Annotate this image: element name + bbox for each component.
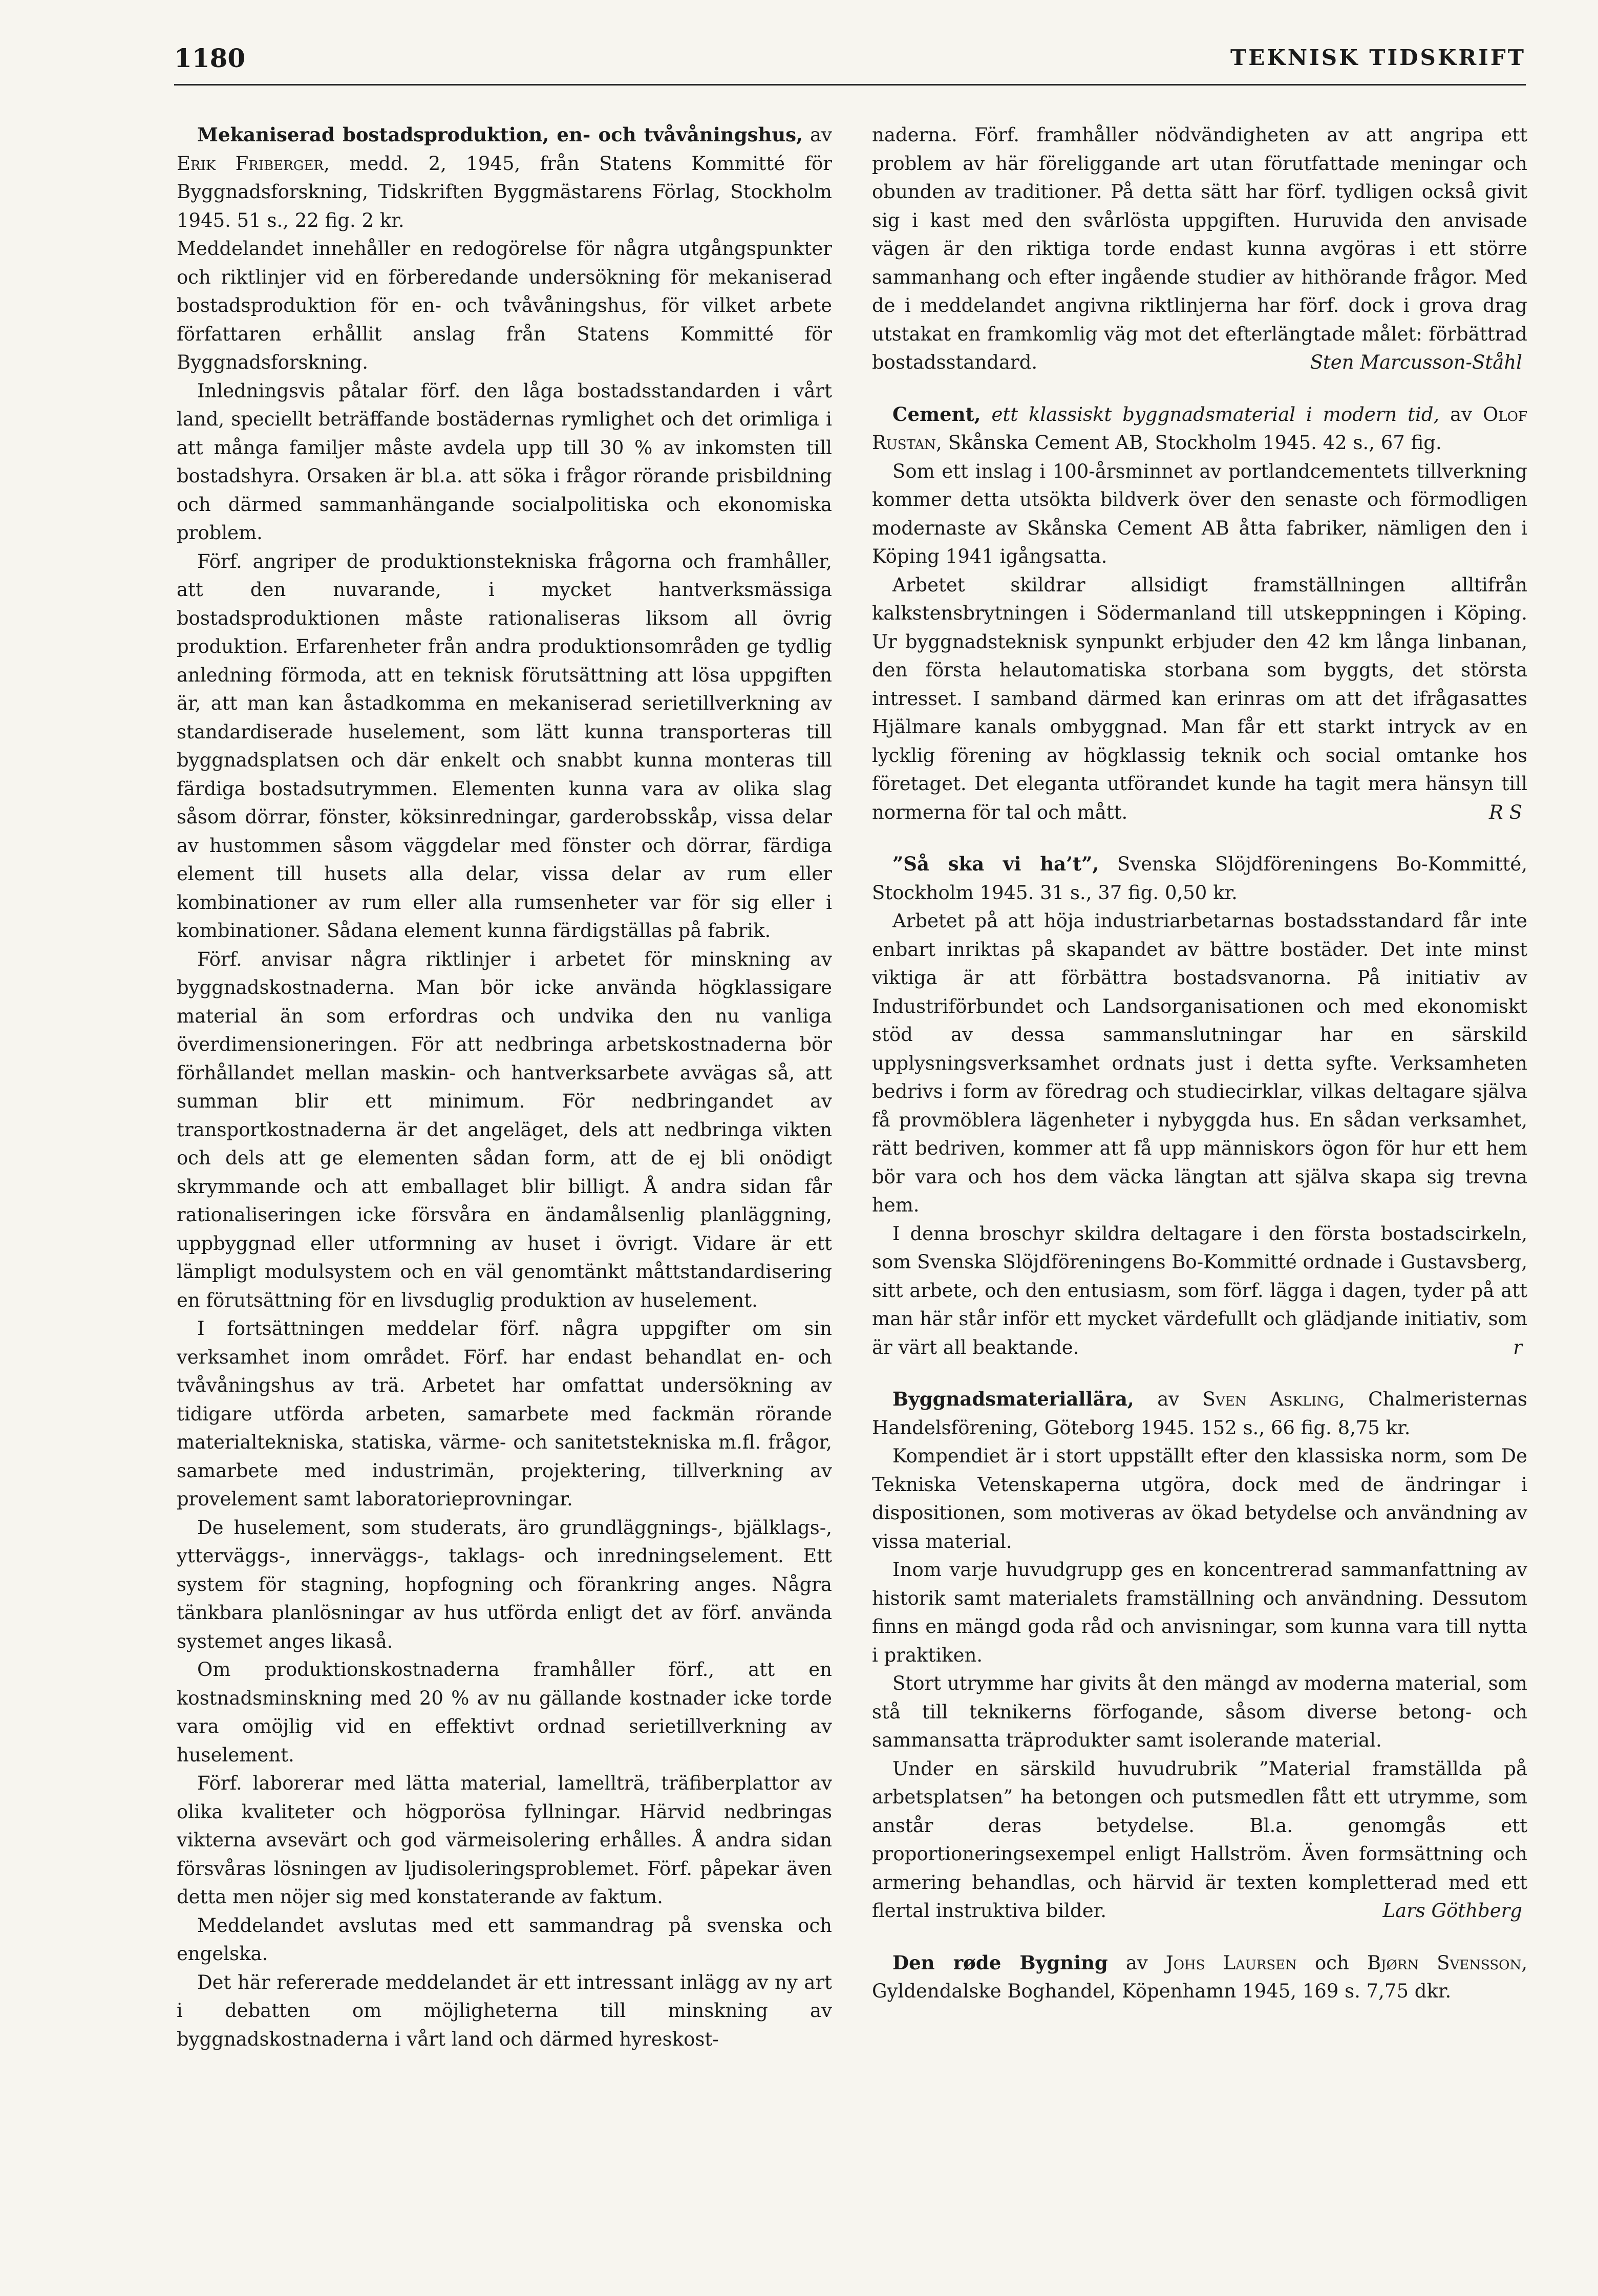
publication-info: Gyldendalske Boghandel, Köpenhamn 1945, 169 s. 7,75 dkr.: [872, 1980, 1452, 2002]
reviewer-signature: R S: [1489, 801, 1522, 823]
by-word: av: [1450, 403, 1473, 426]
author-name: Sven Askling,: [1202, 1388, 1345, 1410]
author-name: Johs Laursen: [1165, 1951, 1297, 1974]
review-paragraph: Förf. laborerar med lätta material, lamellträ, träfiberplattor av olika kvaliteter och högporösa fyllningar. Härvid nedbringas vikterna avsevärt och god värmeisolering erhålles. Å andra sidan försvåras lösningen av ljudisoleringsproblemet. Förf. påpekar även detta men nöjer sig med konstaterande av faktum.: [177, 1772, 832, 1908]
right-column: [872, 121, 1527, 2029]
paragraph-text: Under en särskild huvudrubrik ”Material framställda på arbetsplatsen” ha betongen och putsmedlen fått ett utrymme, som anstår deras betydelse. Bl.a. genomgås ett proportioneringsexempel enligt Hallström. Även formsättning och armering behandlas, och härvid är texten kompletterad med ett flertal instruktiva bilder.: [872, 1757, 1527, 1922]
review-paragraph: Förf. angriper de produktionstekniska frågorna och framhåller, att den nuvarande, i mycket hantverksmässiga bostadsproduktionen måste rationaliseras liksom all övrig produktion. Erfarenheter från andra produktionsområden ge tydlig anledning förmoda, att en teknisk förutsättning att lösa uppgiften är, att man kan åstadkomma en mekaniserad serietillverkning av standardiserade huselement, som lätt kunna transporteras till byggnadsplatsen och där enkelt och snabbt kunna monteras till färdiga bostadsutrymmen. Elementen kunna vara av olika slag såsom dörrar, fönster, köksinredningar, garderobsskåp, vissa delar av hustommen såsom väggdelar med fönster och dörrar, färdiga element till husets alla delar, vissa delar av rum eller kombinationer av rum eller alla rumsenheter var för sig eller i kombinationer. Sådana element kunna färdigställas på fabrik.: [177, 550, 832, 942]
book-title: Den røde Bygning: [892, 1951, 1108, 1974]
review-heading: [872, 1949, 1527, 2006]
review-paragraph: Om produktionskostnaderna framhåller förf., att en kostnadsminskning med 20 % av nu gällande kostnader icke torde vara omöjlig vid en effektivt ordnad serietillverkning av huselement.: [177, 1659, 832, 1766]
book-title: Byggnadsmateriallära,: [892, 1388, 1134, 1410]
review-paragraph: De huselement, som studerats, äro grundläggnings-, bjälklags-, ytterväggs-, innerväggs-, taklags- och inredningselement. Ett system för stagning, hopfogning och förankring anges. Några tänkbara planlösningar av hus utförda enligt det av förf. använda systemet anges likaså.: [177, 1516, 832, 1652]
publication-info: medd. 2, 1945, från Statens Kommitté för Byggnadsforskning, Tidskriften Byggmästarens Förlag, Stockholm 1945. 51 s., 22 fig. 2 kr.: [177, 152, 832, 231]
review-paragraph: [872, 571, 1527, 827]
page-number: 1180: [174, 43, 246, 73]
paragraph-text: I denna broschyr skildra deltagare i den första bostadscirkeln, som Svenska Slöjdföreningens Bo-Kommitté ordnade i Gustavsberg, sitt arbete, och den entusiasm, som förf. lägga i dagen, tyder på att man här står inför ett mycket värdefullt och glädjande initiativ, som är värt all beaktande.: [872, 1222, 1527, 1358]
review-paragraph: Inledningsvis påtalar förf. den låga bostadsstandarden i vårt land, speciellt beträffande bostädernas rymlighet och det orimliga i att många familjer måste avdela upp till 30 % av inkomsten till bostadshyra. Orsaken är bl.a. att söka i frågor rörande prisbildning och därmed sammanhängande socialpolitiska och ekonomiska problem.: [177, 379, 832, 544]
author-name: Erik Friberger,: [177, 152, 330, 175]
reviewer-signature: Lars Göthberg: [1382, 1900, 1522, 1922]
review-paragraph: Som ett inslag i 100-årsminnet av portlandcementets tillverkning kommer detta utsökta bildverk över den senaste och förmodligen modernaste av Skånska Cement AB åtta fabriker, nämligen den i Köping 1941 igångsatta.: [872, 460, 1527, 567]
reviewer-signature: r: [1513, 1336, 1522, 1358]
review-heading: [872, 850, 1527, 907]
author-name: Olof Rustan,: [872, 403, 1528, 454]
page-header: [174, 38, 1526, 86]
review-byggnadsmateriallara: [872, 1385, 1527, 1925]
publication-info: Chalmeristernas Handelsförening, Göteborg 1945. 152 s., 66 fig. 8,75 kr.: [872, 1388, 1528, 1439]
publication-info: Svenska Slöjdföreningens Bo-Kommitté, Stockholm 1945. 31 s., 37 fig. 0,50 kr.: [872, 853, 1527, 904]
review-paragraph: Arbetet på att höja industriarbetarnas bostadsstandard får inte enbart inriktas på skapandet av bättre bostäder. Det inte minst viktiga är att förbättra bostadsvanorna. På initiativ av Industriförbundet och Landsorganisationen och med ekonomiskt stöd av dessa sammanslutningar har en särskild upplysningsverksamhet ordnats just i detta syfte. Verksamheten bedrivs i form av föredrag och studiecirklar, vilkas deltagare själva få provmöblera lägenheter i nybyggda hus. En sådan verksamhet, rätt bedriven, kommer att få upp människors ögon för hur ett hem bör vara och hos dem väcka längtan att själva skapa sig trevna hem.: [872, 910, 1527, 1216]
book-title: Mekaniserad bostadsproduktion, en- och tvåvåningshus,: [197, 123, 803, 146]
continuation-paragraph: [872, 121, 1527, 377]
book-subtitle: ett klassiskt byggnadsmaterial i modern tid,: [991, 403, 1440, 426]
book-title: ”Så ska vi ha’t”,: [892, 853, 1099, 875]
review-mekaniserad-bostadsproduktion: [177, 121, 832, 2053]
review-den-rode-bygning: [872, 1949, 1527, 2006]
review-paragraph: Förf. anvisar några riktlinjer i arbetet för minskning av byggnadskostnaderna. Man bör icke använda högklassigare material än som erfordras och undvika den nu vanliga överdimensioneringen. För att nedbringa arbetskostnaderna bör förhållandet mellan maskin- och hantverksarbete avvägas så, att summan blir ett minimum. För nedbringandet av transportkostnaderna är det angeläget, dels att nedbringa vikten och dels att ge elementen sådan form, att de ej bli onödigt skrymmande och att emballaget blir billigt. Å andra sidan får rationaliseringen icke försvåra en ändamålsenlig planläggning, uppbyggnad eller utformning av huset i övrigt. Vidare är ett lämpligt modulsystem och en väl genomtänkt måttstandardisering en förutsättning för en livsduglig produktion av huselement.: [177, 948, 832, 1311]
reviewer-signature: Sten Marcusson-Ståhl: [1310, 351, 1522, 373]
review-paragraph: I fortsättningen meddelar förf. några uppgifter om sin verksamhet inom området. Förf. har endast behandlat en- och tvåvåningshus av trä. Arbetet har omfattat undersökning av tidigare utförda arbeten, samarbete med fackmän rörande materialtekniska, statiska, värme- och sanitetstekniska m.fl. frågor, samarbete med industrimän, projektering, tillverkning av provelement samt laboratorieprovningar.: [177, 1317, 832, 1510]
review-heading: [872, 400, 1527, 457]
review-sa-ska-vi-hat: [872, 850, 1527, 1362]
review-cement: [872, 400, 1527, 827]
review-paragraph: Inom varje huvudgrupp ges en koncentrerad sammanfattning av historik samt materialets framställning och användning. Dessutom finns en mängd goda råd och anvisningar, som kunna vara till nytta i praktiken.: [872, 1559, 1527, 1666]
review-heading: [872, 1385, 1527, 1442]
left-column: [177, 121, 832, 2077]
review-paragraph: [872, 1755, 1527, 1925]
review-paragraph: Det här refererade meddelandet är ett intressant inlägg av ny art i debatten om möjligheterna till minskning av byggnadskostnaderna i vårt land och därmed hyreskost-: [177, 1971, 832, 2050]
review-heading: [177, 121, 832, 235]
review-continuation: [872, 121, 1527, 377]
paragraph-text: Arbetet skildrar allsidigt framställningen alltifrån kalkstensbrytningen i Södermanland till utskeppningen i Köping. Ur byggnadsteknisk synpunkt erbjuder den 42 km långa linbanan, den första helautomatiska storbana som byggts, det största intresset. I samband därmed kan erinras om att det ifrågasattes Hjälmare kanals ombyggnad. Man får ett starkt intryck av en lycklig förening av högklassig teknik och social omtanke hos företaget. Det eleganta utförandet kunde ha tagit mera hänsyn till normerna för tal och mått.: [872, 573, 1527, 823]
review-paragraph: Kompendiet är i stort uppställt efter den klassiska norm, som De Tekniska Vetenskaperna utgöra, dock med de ändringar i dispositionen, som motiveras av ökad betydelse och användning av vissa material.: [872, 1445, 1527, 1553]
by-word: av: [1157, 1388, 1180, 1410]
review-paragraph: Meddelandet innehåller en redogörelse för några utgångspunkter och riktlinjer vid en förberedande undersökning för mekaniserad bostadsproduktion för en- och tvåvåningshus, för vilket arbete författaren erhållit anslag från Statens Kommitté för Byggnadsforskning.: [177, 238, 832, 373]
publication-info: Skånska Cement AB, Stockholm 1945. 42 s., 67 fig.: [948, 432, 1442, 454]
conjunction-word: och: [1314, 1951, 1349, 1974]
author-name: Bjørn Svensson,: [1367, 1951, 1527, 1974]
journal-title: TEKNISK TIDSKRIFT: [1230, 45, 1526, 70]
book-title: Cement,: [892, 402, 981, 426]
review-paragraph: [872, 1220, 1527, 1362]
review-paragraph: Stort utrymme har givits åt den mängd av moderna material, som stå till teknikerns förfogande, såsom diverse betong- och sammansatta träprodukter samt isolerande material.: [872, 1672, 1527, 1751]
by-word: av: [1125, 1951, 1148, 1974]
continuation-text: naderna. Förf. framhåller nödvändigheten av att angripa ett problem av här föreliggande art utan förutfattade meningar och obunden av traditioner. På detta sätt har förf. tydligen också givit sig i kast med den svårlösta uppgiften. Huruvida den anvisade vägen är den riktiga torde endast kunna avgöras i ett större sammanhang och efter ingående studier av hithörande frågor. Med de i meddelandet angivna riktlinjerna har förf. dock i grova drag utstakat en framkomlig väg mot det efterlängtade målet: förbättrad bostadsstandard.: [872, 124, 1527, 373]
review-paragraph: Meddelandet avslutas med ett sammandrag på svenska och engelska.: [177, 1914, 832, 1965]
by-word: av: [810, 124, 832, 146]
